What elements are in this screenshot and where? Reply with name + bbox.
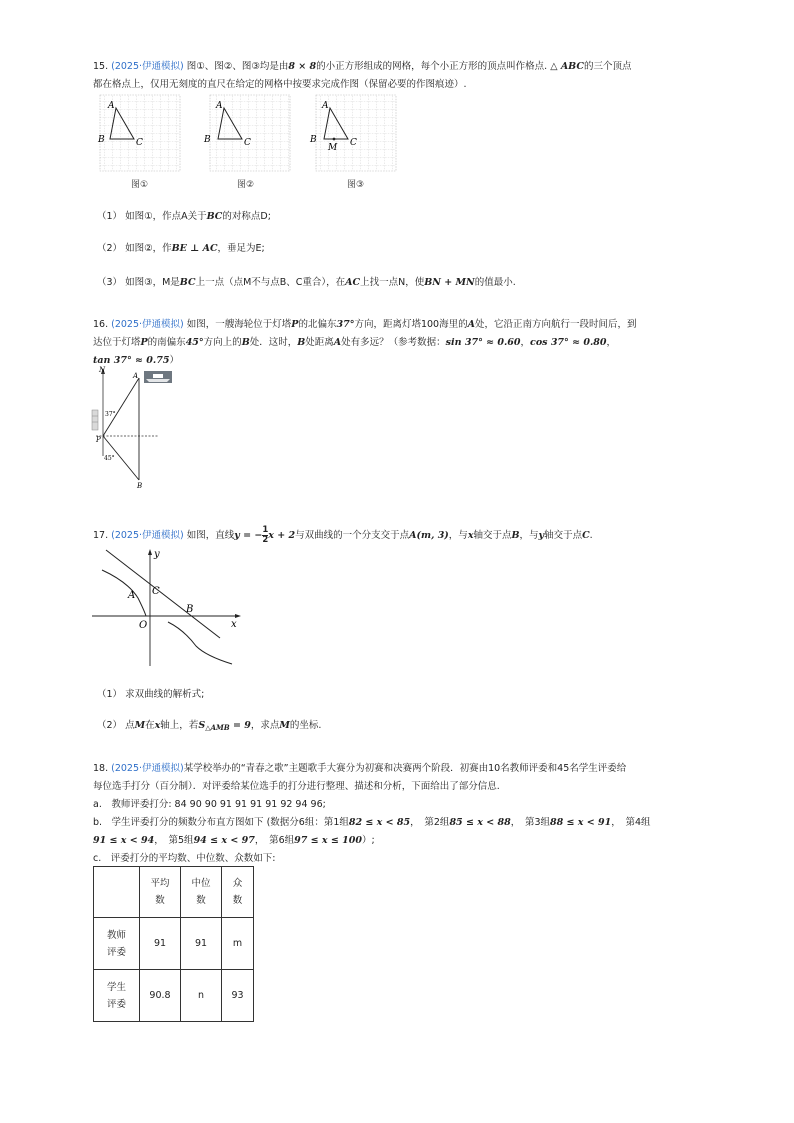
text: ， <box>606 337 617 348</box>
text: 与双曲线的一个分支交于点 <box>295 530 410 541</box>
pt-a: A <box>216 101 223 111</box>
text: （2） 点 <box>97 720 135 731</box>
q18-info-c: c. 评委打分的平均数、中位数、众数如下: <box>93 853 276 864</box>
math: 91 ≤ x < 94 <box>93 835 155 846</box>
text: 的南偏东 <box>147 337 186 348</box>
row-label: 学生 <box>106 981 126 993</box>
q15-part3 <box>97 274 516 288</box>
math: 97 ≤ x ≤ 100 <box>294 835 362 846</box>
text: 方向，距离灯塔100海里的 <box>354 319 468 330</box>
text: 轴交于点 <box>473 530 512 541</box>
label-c: C <box>152 586 160 597</box>
q15-part1 <box>97 208 271 222</box>
pt-c: C <box>244 138 251 148</box>
math: 85 ≤ x < 88 <box>449 817 511 828</box>
pt-b: B <box>204 135 211 145</box>
q16-line3 <box>93 352 179 366</box>
table-cell: m <box>222 918 254 970</box>
q16-line1 <box>93 316 636 330</box>
q15-source: (2025·伊通模拟) <box>111 61 184 72</box>
row-label: 评委 <box>106 998 126 1010</box>
fig-label-1: 图① <box>131 180 149 190</box>
math: BN + MN <box>424 277 475 288</box>
math: A <box>467 319 475 330</box>
pt-c: C <box>136 138 143 148</box>
header-text: 数 <box>155 895 165 906</box>
q15-grid-figures <box>96 93 401 175</box>
fig-label-2: 图② <box>237 180 255 190</box>
row-label: 评委 <box>106 946 126 958</box>
q17-part2 <box>97 717 321 732</box>
q17-line1 <box>93 525 593 547</box>
text: ，与 <box>448 530 468 541</box>
text: 处距离 <box>305 337 334 348</box>
label-x: x <box>231 619 237 630</box>
math: cos 37° ≈ 0.80 <box>530 337 607 348</box>
numerator: 1 <box>262 525 269 535</box>
text: （1） 如图①，作点A关于 <box>97 211 207 222</box>
label-b: B <box>137 482 143 490</box>
q15-line1 <box>93 58 631 72</box>
q18-line1 <box>93 760 626 774</box>
text: 上找一点N，使 <box>360 277 425 288</box>
text: 上一点（点M不与点B、C重合），在 <box>195 277 346 288</box>
table-cell: 91 <box>181 918 222 970</box>
text: 处，它沿正南方向航行一段时间后，到 <box>474 319 637 330</box>
lighthouse-icon <box>92 410 98 430</box>
math: B <box>297 337 306 348</box>
q17-source: (2025·伊通模拟) <box>111 530 184 541</box>
grid-figure-3 <box>309 95 396 171</box>
label-n: N <box>99 366 106 374</box>
math: 94 ≤ x < 97 <box>193 835 255 846</box>
q16-number: 16. <box>93 319 109 330</box>
pt-m: M <box>328 143 338 153</box>
text: 的北偏东 <box>298 319 337 330</box>
q18-source: (2025·伊通模拟) <box>111 763 184 774</box>
text: ， 第5组 <box>154 835 194 846</box>
text: 的对称点D; <box>222 211 271 222</box>
q15-text: 图①、图②、图③均是由 <box>186 61 289 72</box>
math: tan 37° ≈ 0.75 <box>93 355 170 366</box>
math: AC <box>345 277 361 288</box>
math-sub: △AMB <box>205 723 230 732</box>
label-p: P <box>96 436 101 444</box>
text: 如图，直线 <box>186 530 235 541</box>
text: （3） 如图③，M是 <box>97 277 180 288</box>
text: 的坐标. <box>289 720 322 731</box>
q16-figure <box>88 366 178 490</box>
table-cell: 90.8 <box>140 970 181 1022</box>
text: （2） 如图②，作 <box>97 243 172 254</box>
text: 的值最小. <box>474 277 516 288</box>
math: P <box>291 319 299 330</box>
math: 82 ≤ x < 85 <box>348 817 411 828</box>
text: 方向上的 <box>203 337 242 348</box>
text: ，与 <box>519 530 539 541</box>
text: ， 第6组 <box>254 835 295 846</box>
q16-line2 <box>93 334 616 348</box>
table-cell: 91 <box>140 918 181 970</box>
table-header-cell <box>140 867 181 918</box>
math: 37° <box>336 319 355 330</box>
row-label-cell <box>94 970 140 1022</box>
math: BC <box>179 277 196 288</box>
text: ， 第2组 <box>410 817 450 828</box>
math: x + 2 <box>268 530 296 541</box>
text: 轴交于点 <box>544 530 583 541</box>
fig-label-3: 图③ <box>347 180 365 190</box>
q18-info-a: a. 教师评委打分: 84 90 90 91 91 91 91 92 94 96; <box>93 799 326 810</box>
row-label: 教师 <box>106 929 126 941</box>
text: b. 学生评委打分的频数分布直方图如下 (数据分6组：第1组 <box>93 817 349 828</box>
label-y: y <box>154 549 160 560</box>
row-label-cell <box>94 918 140 970</box>
header-text: 数 <box>232 895 243 906</box>
table-row <box>94 970 254 1022</box>
text: 达位于灯塔 <box>93 337 141 348</box>
math: y = − <box>234 530 263 541</box>
math: sin 37° ≈ 0.60 <box>445 337 521 348</box>
math: BE ⊥ AC <box>171 243 218 254</box>
table-cell: n <box>181 970 222 1022</box>
header-text: 平均 <box>150 878 170 889</box>
text: 处．这时， <box>249 337 298 348</box>
text: 如图，一艘海轮位于灯塔 <box>186 319 292 330</box>
label-a: A <box>133 372 139 380</box>
math: 45° <box>185 337 204 348</box>
table-header-cell <box>222 867 254 918</box>
q15-number: 15. <box>93 61 109 72</box>
q18-line2: 每位选手打分（百分制）．对评委给某位选手的打分进行整理、描述和分析，下面给出了部分信息. <box>93 781 500 792</box>
math: P <box>140 337 148 348</box>
text: ） <box>169 355 179 366</box>
pt-b: B <box>310 135 317 145</box>
q18-info-b2 <box>93 832 375 846</box>
math: C <box>582 530 590 541</box>
q15-math-grid: 8 × 8 <box>288 61 317 72</box>
math: = 9 <box>229 720 251 731</box>
q18-number: 18. <box>93 763 109 774</box>
math: y <box>538 530 545 541</box>
table-corner-cell <box>94 867 140 918</box>
q15-text: 的小正方形组成的网格，每个小正方形的顶点叫作格点. <box>316 61 548 72</box>
math: B <box>511 530 520 541</box>
denominator: 2 <box>262 535 269 545</box>
label-b: B <box>186 604 194 615</box>
text: ， <box>520 337 531 348</box>
grid-figure-1 <box>97 95 180 171</box>
math: A <box>333 337 342 348</box>
q15-text: 的三个顶点 <box>583 61 632 72</box>
text: . <box>589 530 593 541</box>
q15-math-triangle: △ ABC <box>550 61 584 72</box>
label-45: 45° <box>104 455 115 462</box>
q17-number: 17. <box>93 530 109 541</box>
q15-line2: 都在格点上，仅用无刻度的直尺在给定的网格中按要求完成作图（保留必要的作图痕迹）. <box>93 79 467 90</box>
label-a: A <box>128 590 136 601</box>
q17-part1: （1） 求双曲线的解析式; <box>97 689 205 700</box>
q18-info-b <box>93 814 651 828</box>
header-text: 数 <box>196 895 206 906</box>
text: 处有多远？（参考数据： <box>341 337 446 348</box>
header-text: 中位 <box>191 878 211 889</box>
math: x <box>154 720 161 731</box>
q16-source: (2025·伊通模拟) <box>111 319 184 330</box>
math: S <box>198 720 206 731</box>
text: 轴上，若 <box>160 720 199 731</box>
q17-figure <box>92 548 242 670</box>
text: ，求点 <box>250 720 280 731</box>
header-text: 众 <box>232 878 243 889</box>
text: ）; <box>362 835 375 846</box>
text: 在 <box>145 720 155 731</box>
label-37: 37° <box>105 411 116 418</box>
table-header-row <box>94 867 254 918</box>
text: ， 第4组 <box>611 817 651 828</box>
text: ，垂足为E; <box>217 243 265 254</box>
text: ， 第3组 <box>510 817 550 828</box>
label-o: O <box>139 620 148 631</box>
math: M <box>134 720 146 731</box>
text: 某学校举办的“青春之歌”主题歌手大赛分为初赛和决赛两个阶段．初赛由10名教师评委和45名学生评委给 <box>183 763 627 774</box>
table-cell: 93 <box>222 970 254 1022</box>
pt-a: A <box>108 101 115 111</box>
grid-figure-2 <box>203 95 290 171</box>
pt-c: C <box>350 138 357 148</box>
stats-table <box>93 866 254 1022</box>
math: A(m, 3) <box>409 530 449 541</box>
math: x <box>467 530 474 541</box>
math: 88 ≤ x < 91 <box>550 817 612 828</box>
table-row <box>94 918 254 970</box>
pt-b: B <box>98 135 105 145</box>
q15-part2 <box>97 240 265 254</box>
ship-icon <box>144 371 172 383</box>
table-header-cell <box>181 867 222 918</box>
pt-a: A <box>322 101 329 111</box>
math: BC <box>206 211 223 222</box>
math: M <box>279 720 290 731</box>
math: B <box>241 337 250 348</box>
